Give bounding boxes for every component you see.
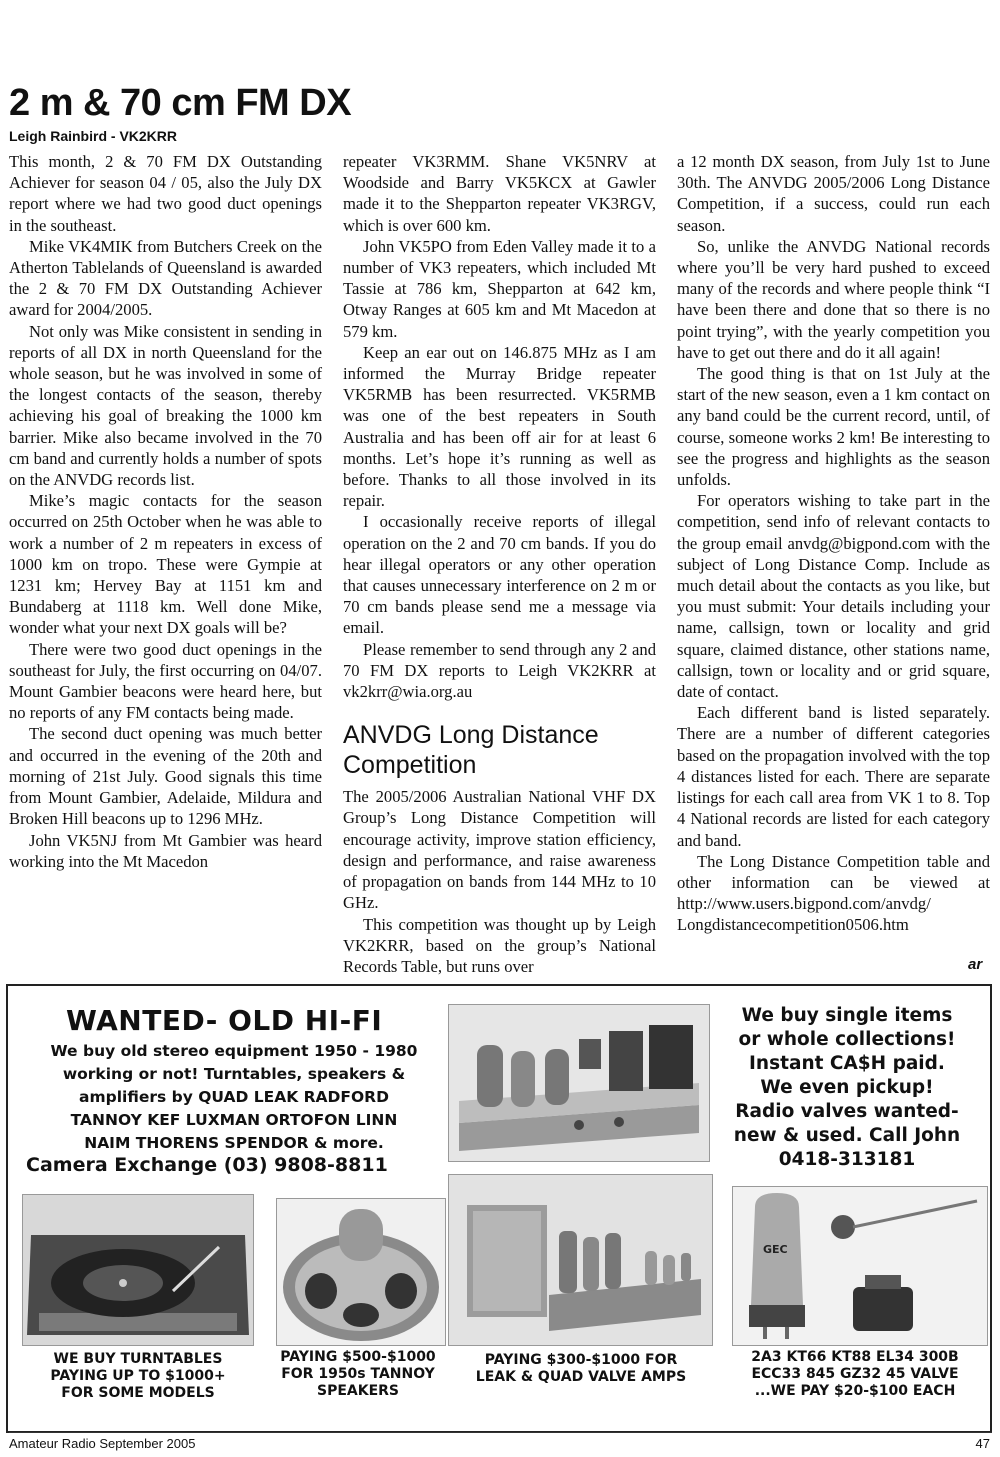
valve-amps-photo bbox=[448, 1174, 713, 1346]
ad-right-text bbox=[712, 1004, 982, 1172]
valve-brand-label: GEC bbox=[763, 1243, 788, 1256]
page-number: 47 bbox=[975, 1436, 990, 1451]
paragraph: I occasionally receive reports of illegal operation on the 2 and 70 cm bands. If you do hear illegal operators or any other operation that causes unnecessary interference on 2 m or 70 cm bands please send me a message via email. bbox=[343, 512, 656, 638]
footer-publication: Amateur Radio September 2005 bbox=[9, 1436, 196, 1451]
ad-right-line: We even pickup! bbox=[760, 1077, 934, 1098]
article-column-2 bbox=[343, 151, 656, 977]
turntable-caption bbox=[18, 1351, 258, 1402]
ad-body-line: amplifiers by QUAD LEAK RADFORD bbox=[79, 1088, 389, 1106]
caption-line: FOR 1950s TANNOY bbox=[281, 1366, 435, 1382]
caption-line: LEAK & QUAD VALVE AMPS bbox=[475, 1369, 687, 1385]
article-column-3 bbox=[677, 151, 990, 936]
ad-right-line: 0418-313181 bbox=[778, 1149, 916, 1170]
caption-line: SPEAKERS bbox=[316, 1383, 400, 1399]
paragraph: The Long Distance Competition table and other information can be viewed at http://www.users.bigpond.com/anvdg/ Longdistancecompetition0506.htm bbox=[677, 851, 990, 935]
paragraph: Not only was Mike consistent in sending in reports of all DX in north Queensland for the whole season, but he was involved in some of the longest contacts of the season, thereby achieving his goal of breaking the 1000 km barrier. Mike also became involved in the 70 cm band and currently holds a number of spots on the ANVDG records list. bbox=[9, 321, 322, 490]
ad-right-line: new & used. Call John bbox=[733, 1125, 961, 1146]
paragraph: There were two good duct openings in the southeast for July, the first occurring on 04/07. Mount Gambier beacons were heard here, but no reports of any FM contacts being made. bbox=[9, 639, 322, 723]
paragraph: a 12 month DX season, from July 1st to June 30th. The ANVDG 2005/2006 Long Distance Competition, if a success, could run each season. bbox=[677, 152, 990, 235]
caption-line: ...WE PAY $20-$100 EACH bbox=[754, 1383, 956, 1399]
paragraph: So, unlike the ANVDG National records where you’ll be very hard pushed to exceed many of the records and where people think “I have been there and done that so there is no point trying”, with the yearly competition you have to get out there and do it all again! bbox=[677, 236, 990, 362]
paragraph: John VK5PO from Eden Valley made it to a number of VK3 repeaters, which included Mt Tassie at 786 km, Shepparton at 642 km, Otway Ranges at 605 km and Mt Macedon at 579 km. bbox=[343, 236, 656, 341]
paragraph: The good thing is that on 1st July at the start of the new season, even a 1 km contact on any band could be the current record, until, of course, someone works 2 km! Be interesting to see the progress and highlights as the season unfolds. bbox=[677, 364, 990, 490]
footer-rule bbox=[9, 1432, 992, 1433]
paragraph: John VK5NJ from Mt Gambier was heard working into the Mt Macedon bbox=[9, 830, 322, 871]
paragraph: The second duct opening was much better and occurred in the evening of the 20th and morning of 21st July. Good signals this time from Mount Gambier, Adelaide, Mildura and Broken Hill beacons up to 1296 MHz. bbox=[9, 724, 322, 829]
paragraph: Please remember to send through any 2 and 70 FM DX reports to Leigh VK2KRR at vk2krr@wia.org.au bbox=[343, 639, 656, 702]
paragraph: Mike’s magic contacts for the season occurred on 25th October when he was able to work a number of 2 m repeaters in excess of 1000 km on tropo. These were Gympie at 1231 km; Hervey Bay at 1151 km and Bundaberg at 1118 km. Well done Mike, wonder what your next DX goals will be? bbox=[9, 491, 322, 638]
caption-line: PAYING $500-$1000 bbox=[280, 1349, 436, 1365]
ad-headline: WANTED- OLD HI-FI bbox=[66, 1004, 383, 1037]
paragraph: For operators wishing to take part in the competition, send info of relevant contacts to the group email anvdg@bigpond.com with the subject of Long Distance Comp. Include as much detail about the contacts as you like, but you must submit: Your details including your name, callsign, town or locality and grid square, claimed distance, other stations name, callsign, town or locality and or grid square, date of contact. bbox=[677, 491, 990, 702]
ad-body-line: NAIM THORENS SPENDOR & more. bbox=[84, 1134, 384, 1152]
paragraph: Each different band is listed separately. There are a number of different categories based on the propagation involved with the top 4 distances listed for each. There are separate listings for each call area from VK 1 to 8. Top 4 National records are listed for each category and band. bbox=[677, 703, 990, 850]
article-byline: Leigh Rainbird - VK2KRR bbox=[9, 128, 178, 144]
article-title: 2 m & 70 cm FM DX bbox=[9, 82, 352, 124]
ad-body-line: working or not! Turntables, speakers & bbox=[62, 1065, 406, 1083]
paragraph: This month, 2 & 70 FM DX Outstanding Achiever for season 04 / 05, also the July DX report where we had two good duct openings in the southeast. bbox=[9, 152, 322, 235]
amps-caption bbox=[456, 1352, 706, 1386]
paragraph: Keep an ear out on 146.875 MHz as I am informed the Murray Bridge repeater VK5RMB has been resurrected. VK5RMB was one of the best repeaters in South Australia and has been off air for at least 6 months. Let’s hope it’s running as well as before. Thanks to all those involved in its repair. bbox=[343, 342, 656, 511]
caption-line: WE BUY TURNTABLES bbox=[53, 1351, 223, 1367]
ad-right-line: Instant CA$H paid. bbox=[749, 1053, 945, 1074]
speaker-photo bbox=[276, 1198, 446, 1346]
turntable-photo bbox=[22, 1194, 254, 1346]
caption-line: PAYING $300-$1000 FOR bbox=[484, 1352, 678, 1368]
valves-photo bbox=[732, 1186, 988, 1346]
paragraph: Mike VK4MIK from Butchers Creek on the Atherton Tablelands of Queensland is awarded the 2 & 70 FM DX Outstanding Achiever award for 2004/2005. bbox=[9, 236, 322, 320]
speaker-caption bbox=[260, 1349, 456, 1400]
paragraph: repeater VK3RMM. Shane VK5NRV at Woodside and Barry VK5KCX at Gawler made it to the Shepparton repeater VK3RGV, which is over 600 km. bbox=[343, 152, 656, 235]
caption-line: ECC33 845 GZ32 45 VALVE bbox=[751, 1366, 959, 1382]
end-mark: ar bbox=[968, 956, 983, 973]
ad-right-line: Radio valves wanted- bbox=[735, 1101, 959, 1122]
ad-phone: Camera Exchange (03) 9808-8811 bbox=[26, 1154, 388, 1176]
section-subheading: ANVDG Long Distance Competition bbox=[343, 721, 599, 780]
valves-caption bbox=[724, 1349, 986, 1400]
caption-line: FOR SOME MODELS bbox=[61, 1385, 215, 1401]
valve-amplifier-photo bbox=[448, 1004, 710, 1162]
article-column-1 bbox=[9, 151, 322, 872]
caption-line: 2A3 KT66 KT88 EL34 300B bbox=[751, 1349, 959, 1365]
ad-body bbox=[22, 1040, 446, 1155]
paragraph: This competition was thought up by Leigh VK2KRR, based on the group’s National Records Table, but runs over bbox=[343, 914, 656, 976]
ad-right-line: or whole collections! bbox=[738, 1029, 956, 1050]
caption-line: PAYING UP TO $1000+ bbox=[50, 1368, 226, 1384]
ad-body-line: TANNOY KEF LUXMAN ORTOFON LINN bbox=[70, 1111, 398, 1129]
advertisement-box bbox=[6, 984, 992, 1433]
paragraph: The 2005/2006 Australian National VHF DX Group’s Long Distance Competition will encourage activity, improve station efficiency, design and performance, and raise awareness of propagation on bands from 144 MHz to 10 GHz. bbox=[343, 787, 656, 913]
ad-right-line: We buy single items bbox=[741, 1005, 953, 1026]
ad-body-line: We buy old stereo equipment 1950 - 1980 bbox=[50, 1042, 418, 1060]
